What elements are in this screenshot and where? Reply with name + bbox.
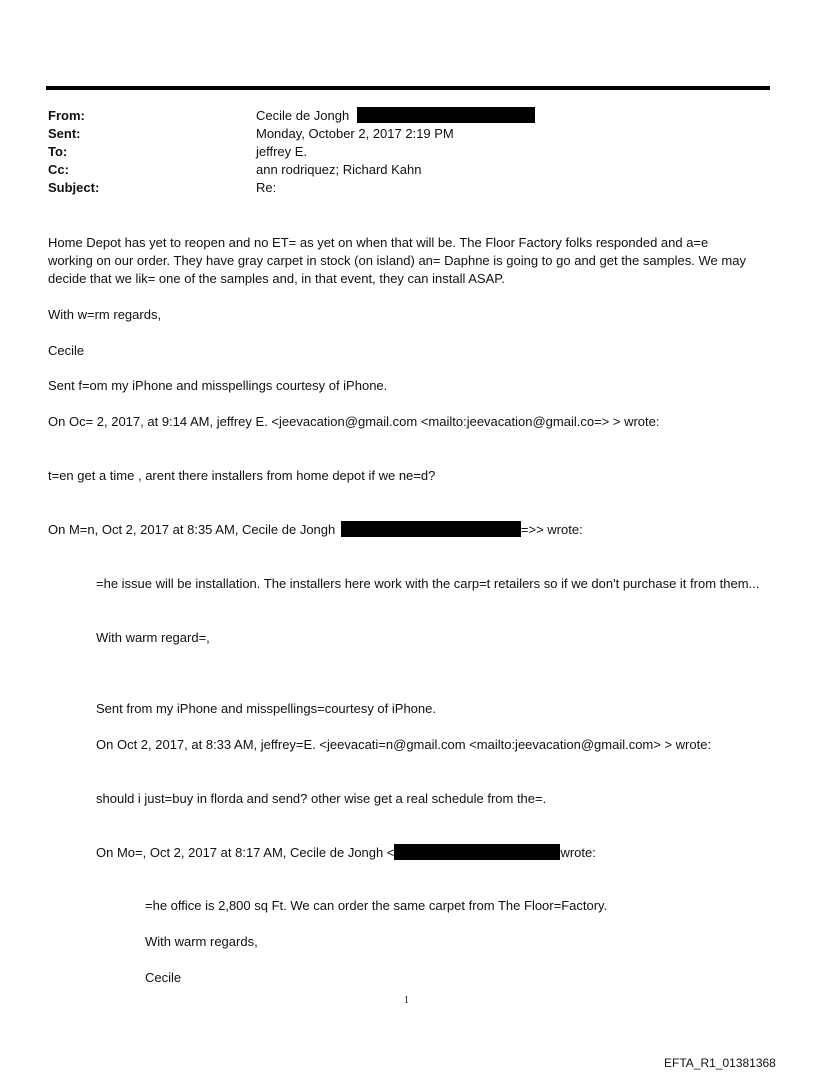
- quote-2-signature: Sent from my iPhone and misspellings=courtesy of iPhone.: [96, 701, 436, 716]
- sent-label: Sent:: [48, 126, 81, 141]
- sent-value: Monday, October 2, 2017 2:19 PM: [256, 126, 454, 141]
- to-value: jeffrey E.: [256, 144, 308, 159]
- cc-value: ann rodriquez; Richard Kahn: [256, 162, 422, 177]
- signature-name: Cecile: [48, 343, 85, 358]
- body-paragraph: Home Depot has yet to reopen and no ET= as yet on when that will be. The Floor Factory folks responded and a=e working on our order. They have gray carpet in stock (on island) an= Daphne is going to go and get the samples. We may decide that we lik= one of the samples and, in that event, they can install ASAP.: [48, 235, 746, 286]
- from-name: Cecile de Jongh: [256, 108, 350, 123]
- signature-line: Sent f=om my iPhone and misspellings courtesy of iPhone.: [48, 378, 388, 393]
- quote-1-header: On Oc= 2, 2017, at 9:14 AM, jeffrey E. <jeevacation@gmail.com <mailto:jeevacation@gmail.co=> > wrote:: [48, 414, 660, 429]
- quote-3-header: On Oct 2, 2017, at 8:33 AM, jeffrey=E. <jeevacati=n@gmail.com <mailto:jeevacation@gmail.com> > wrote:: [96, 737, 712, 752]
- subject-label: Subject:: [48, 180, 100, 195]
- quote-4-header-end: wrote:: [560, 845, 596, 860]
- quote-2-header: [48, 521, 583, 539]
- to-label: To:: [48, 144, 68, 159]
- cc-label: Cc:: [48, 162, 69, 177]
- quote-3-body: should i just=buy in florda and send? other wise get a real schedule from the=.: [96, 791, 547, 806]
- quote-2-closing: With warm regard=,: [96, 630, 210, 645]
- redaction-block: [394, 844, 560, 860]
- closing: With w=rm regards,: [48, 307, 162, 322]
- document-id: EFTA_R1_01381368: [664, 1056, 776, 1070]
- redaction-block: [341, 521, 521, 537]
- quote-1-body: t=en get a time , arent there installers from home depot if we ne=d?: [48, 468, 436, 483]
- subject-value: Re:: [256, 180, 277, 195]
- quote-4-header-text: On Mo=, Oct 2, 2017 at 8:17 AM, Cecile de Jongh <: [96, 845, 395, 860]
- redaction-block: [357, 107, 535, 123]
- quote-2-body: =he issue will be installation. The installers here work with the carp=t retailers so if we don't purchase it from them...: [96, 576, 760, 591]
- header-rule: [46, 86, 770, 90]
- quote-4-body: =he office is 2,800 sq Ft. We can order the same carpet from The Floor=Factory.: [145, 898, 608, 913]
- page-number: 1: [404, 995, 409, 1006]
- quote-4-closing: With warm regards,: [145, 934, 258, 949]
- quote-4-name: Cecile: [145, 970, 182, 985]
- from-label: From:: [48, 108, 85, 123]
- quote-2-header-text: On M=n, Oct 2, 2017 at 8:35 AM, Cecile de Jongh: [48, 522, 336, 537]
- quote-2-header-end: =>> wrote:: [520, 522, 583, 537]
- quote-4-header: [96, 844, 596, 862]
- from-value: [256, 107, 535, 125]
